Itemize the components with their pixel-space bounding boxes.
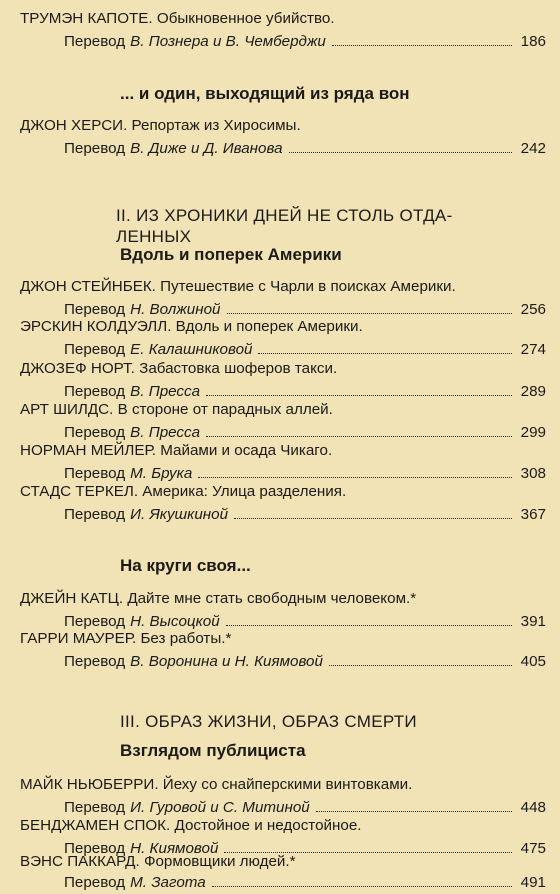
entry-translation-prefix: Перевод	[64, 465, 126, 482]
part-heading: III. ОБРАЗ ЖИЗНИ, ОБРАЗ СМЕРТИ	[120, 712, 417, 731]
dot-leader	[258, 353, 512, 354]
entry-translation-prefix: Перевод	[64, 799, 126, 816]
entry-title: Обыкновенное убийство.	[156, 10, 335, 27]
entry-title: Дайте мне стать свободным человеком.*	[127, 590, 417, 607]
toc-entry	[20, 853, 546, 891]
part-heading-line: II. ИЗ ХРОНИКИ ДНЕЙ НЕ СТОЛЬ ОТДА-	[116, 206, 453, 225]
entry-page-number: 274	[520, 341, 546, 358]
entry-title: Формовщики людей.*	[143, 853, 296, 870]
entry-translators: Н. Высоцкой	[130, 613, 220, 630]
dot-leader	[329, 665, 512, 666]
entry-page-number: 367	[520, 506, 546, 523]
entry-translators: Е. Калашниковой	[130, 341, 253, 358]
entry-translation-prefix: Перевод	[64, 874, 126, 891]
entry-translators: Н. Волжиной	[130, 301, 221, 318]
entry-page-number: 256	[520, 301, 546, 318]
entry-translators: М. Брука	[130, 465, 193, 482]
dot-leader	[206, 436, 512, 437]
entry-translation-prefix: Перевод	[64, 840, 126, 857]
entry-title: Йеху со снайперскими винтовками.	[162, 776, 413, 793]
dot-leader	[198, 477, 512, 478]
part-heading	[116, 205, 530, 247]
entry-author: ДЖОН СТЕЙНБЕК.	[20, 278, 156, 295]
dot-leader	[227, 313, 512, 314]
section-heading: ... и один, выходящий из ряда вон	[120, 84, 410, 103]
dot-leader	[212, 886, 512, 887]
toc-entry	[20, 360, 546, 400]
entry-translation-prefix: Перевод	[64, 613, 126, 630]
entry-translation-prefix: Перевод	[64, 301, 126, 318]
toc-entry	[20, 117, 546, 157]
entry-translation-prefix: Перевод	[64, 383, 126, 400]
entry-translators: Н. Киямовой	[130, 840, 219, 857]
entry-page-number: 308	[520, 465, 546, 482]
entry-translators: В. Познера и В. Чемберджи	[130, 33, 326, 50]
entry-author: ДЖОН ХЕРСИ.	[20, 117, 128, 134]
part-heading-line: ЛЕННЫХ	[116, 227, 192, 246]
entry-title: Достойное и недостойное.	[174, 817, 362, 834]
entry-page-number: 491	[520, 874, 546, 891]
entry-page-number: 475	[520, 840, 546, 857]
entry-translators: В. Диже и Д. Иванова	[130, 140, 283, 157]
entry-page-number: 299	[520, 424, 546, 441]
entry-title: Забастовка шоферов такси.	[139, 360, 338, 377]
toc-entry	[20, 776, 546, 816]
entry-page-number: 405	[520, 653, 546, 670]
toc-entry	[20, 483, 546, 523]
dot-leader	[289, 152, 512, 153]
entry-title: Без работы.*	[140, 630, 232, 647]
entry-author: ЭРСКИН КОЛДУЭЛЛ.	[20, 318, 172, 335]
toc-entry	[20, 590, 546, 630]
entry-translation-prefix: Перевод	[64, 424, 126, 441]
section-heading: На круги своя...	[120, 556, 251, 575]
entry-translators: И. Якушкиной	[130, 506, 229, 523]
entry-author: НОРМАН МЕЙЛЕР.	[20, 442, 156, 459]
dot-leader	[332, 45, 512, 46]
entry-author: ДЖОЗЕФ НОРТ.	[20, 360, 135, 377]
entry-title: В стороне от парадных аллей.	[117, 401, 333, 418]
entry-author: ДЖЕЙН КАТЦ.	[20, 590, 124, 607]
entry-page-number: 448	[520, 799, 546, 816]
toc-entry	[20, 318, 546, 358]
toc-entry	[20, 401, 546, 441]
toc-entry	[20, 817, 546, 857]
toc-entry	[20, 278, 546, 318]
entry-author: МАЙК НЬЮБЕРРИ.	[20, 776, 159, 793]
dot-leader	[316, 811, 512, 812]
entry-translation-prefix: Перевод	[64, 140, 126, 157]
entry-title: Америка: Улица разделения.	[142, 483, 347, 500]
entry-author: ВЭНС ПАККАРД.	[20, 853, 140, 870]
entry-page-number: 391	[520, 613, 546, 630]
entry-page-number: 186	[520, 33, 546, 50]
entry-translation-prefix: Перевод	[64, 653, 126, 670]
entry-author: СТАДС ТЕРКЕЛ.	[20, 483, 139, 500]
toc-entry	[20, 442, 546, 482]
entry-translators: В. Пресса	[130, 424, 201, 441]
toc-entry	[20, 10, 546, 50]
entry-translation-prefix: Перевод	[64, 341, 126, 358]
toc-entry	[20, 630, 546, 670]
entry-title: Репортаж из Хиросимы.	[131, 117, 301, 134]
entry-author: АРТ ШИЛДС.	[20, 401, 114, 418]
entry-translators: М. Загота	[130, 874, 206, 891]
entry-author: ТРУМЭН КАПОТЕ.	[20, 10, 153, 27]
entry-page-number: 289	[520, 383, 546, 400]
entry-title: Майами и осада Чикаго.	[160, 442, 333, 459]
entry-author: БЕНДЖАМЕН СПОК.	[20, 817, 171, 834]
dot-leader	[234, 518, 512, 519]
section-heading: Вдоль и поперек Америки	[120, 245, 342, 264]
entry-translators: В. Пресса	[130, 383, 201, 400]
entry-translation-prefix: Перевод	[64, 33, 126, 50]
section-heading: Взглядом публициста	[120, 741, 306, 760]
dot-leader	[206, 395, 512, 396]
entry-title: Вдоль и поперек Америки.	[175, 318, 363, 335]
entry-author: ГАРРИ МАУРЕР.	[20, 630, 137, 647]
entry-title: Путешествие с Чарли в поисках Америки.	[160, 278, 456, 295]
entry-page-number: 242	[520, 140, 546, 157]
entry-translators: И. Гуровой и С. Митиной	[130, 799, 310, 816]
entry-translators: В. Воронина и Н. Киямовой	[130, 653, 323, 670]
dot-leader	[226, 625, 512, 626]
entry-translation-prefix: Перевод	[64, 506, 126, 523]
